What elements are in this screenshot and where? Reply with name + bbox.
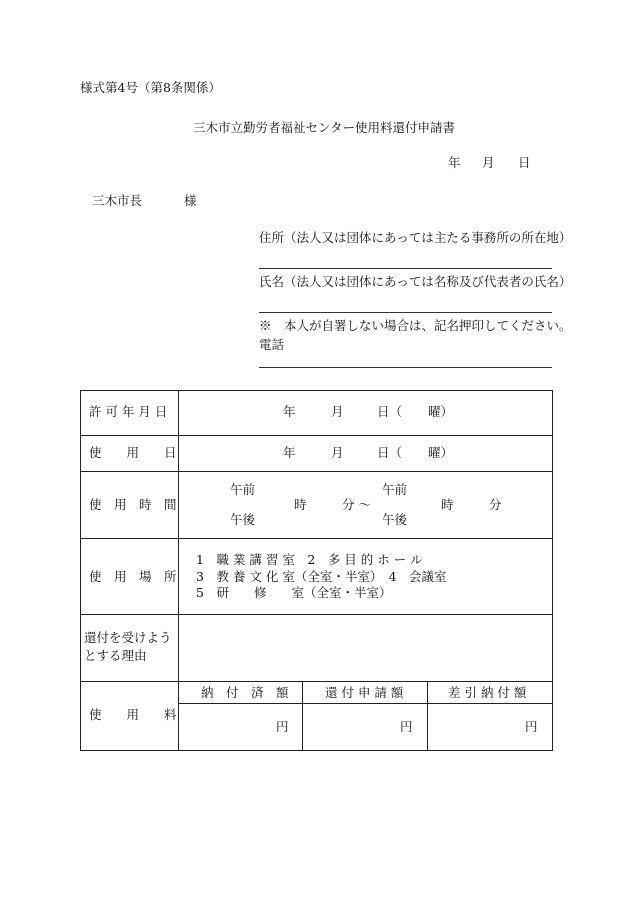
time-am-end: 午前 <box>382 482 408 497</box>
fee-paid-unit: 円 <box>276 719 289 734</box>
use-day: 日（ <box>377 445 403 460</box>
place-option-line3: 5 研 修 室（全室・半室） <box>196 585 392 600</box>
permit-weekday: 曜） <box>428 404 454 419</box>
time-am-start: 午前 <box>230 482 256 497</box>
addressee-name: 三木市長 <box>92 193 143 208</box>
reason-label-line1: 還付を受けよう <box>84 630 172 645</box>
date-day: 日 <box>518 155 531 170</box>
use-date-label: 使 用 日 <box>89 445 177 460</box>
place-option-line2: 3 教 養 文 化 室（全室・半室） 4 会議室 <box>196 569 447 584</box>
address-label: 住所（法人又は団体にあっては主たる事務所の所在地） <box>259 230 572 245</box>
use-year: 年 <box>283 445 296 460</box>
fee-paid-header: 納 付 済 額 <box>201 685 289 700</box>
row-divider <box>80 614 552 615</box>
fee-refund-unit: 円 <box>400 719 413 734</box>
row-divider <box>80 471 552 472</box>
permit-year: 年 <box>283 404 296 419</box>
address-line[interactable] <box>259 268 552 269</box>
time-pm-end: 午後 <box>382 512 408 527</box>
fee-refund-header: 還 付 申 請 額 <box>325 685 404 700</box>
row-divider <box>80 435 552 436</box>
form-number: 様式第4号（第8条関係） <box>80 80 221 95</box>
name-label: 氏名（法人又は団体にあっては名称及び代表者の氏名） <box>259 274 572 289</box>
time-hour-end: 時 <box>441 497 454 512</box>
page-title: 三木市立勤労者福祉センター使用料還付申請書 <box>193 120 456 135</box>
time-minute-start: 分 ～ <box>342 497 371 512</box>
permit-month: 月 <box>331 404 344 419</box>
phone-label: 電話 <box>259 337 285 352</box>
addressee-honorific: 様 <box>184 193 197 208</box>
use-weekday: 曜） <box>428 445 454 460</box>
time-pm-start: 午後 <box>230 512 256 527</box>
fee-net-header: 差 引 納 付 額 <box>448 685 527 700</box>
fee-net-unit: 円 <box>525 719 538 734</box>
fee-column-divider <box>427 681 428 750</box>
time-hour-start: 時 <box>294 497 307 512</box>
use-month: 月 <box>331 445 344 460</box>
use-place-label: 使 用 場 所 <box>89 569 177 584</box>
reason-label-line2: とする理由 <box>84 648 147 663</box>
seal-note: ※ 本人が自署しない場合は、記名押印してください。 <box>259 318 572 333</box>
fee-column-divider <box>302 681 303 750</box>
time-minute-end: 分 <box>489 497 502 512</box>
application-table <box>80 390 552 750</box>
date-year: 年 <box>448 155 461 170</box>
permit-date-label: 許 可 年 月 日 <box>89 404 168 419</box>
fee-label: 使 用 料 <box>89 707 177 722</box>
phone-line[interactable] <box>259 367 552 368</box>
date-month: 月 <box>482 155 495 170</box>
row-divider <box>80 538 552 539</box>
reason-field[interactable] <box>180 616 550 679</box>
use-time-label: 使 用 時 間 <box>89 497 177 512</box>
label-column-divider <box>178 390 179 750</box>
name-line[interactable] <box>259 312 552 313</box>
fee-header-divider <box>178 703 552 704</box>
row-divider <box>80 681 552 682</box>
place-option-line1: 1 職 業 講 習 室 2 多 目 的 ホ ー ル <box>196 552 423 567</box>
permit-day: 日（ <box>377 404 403 419</box>
